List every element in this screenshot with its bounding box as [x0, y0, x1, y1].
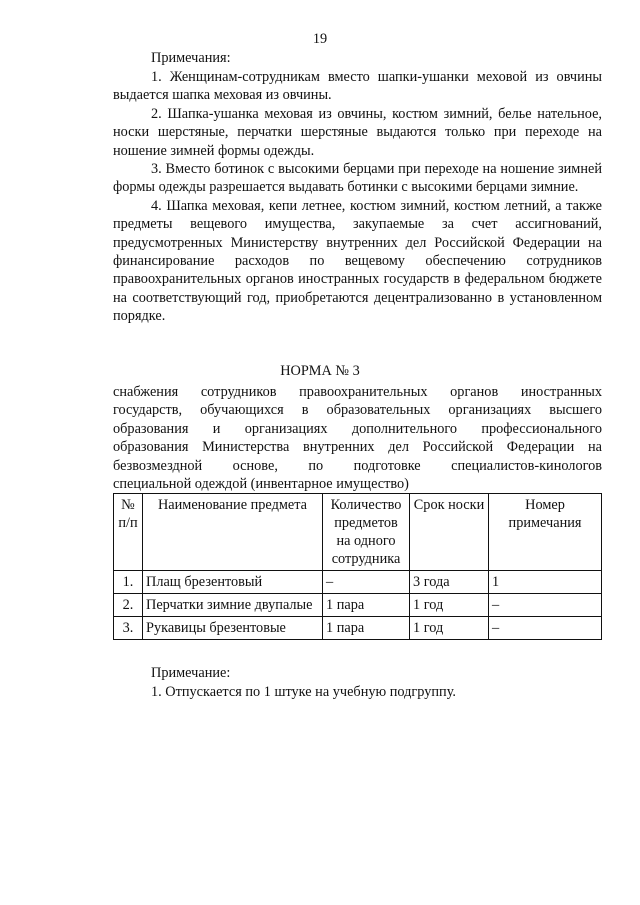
row-number: 1.	[114, 571, 143, 594]
table-row	[114, 617, 602, 640]
note-item: 4. Шапка меховая, кепи летнее, костюм зимний, костюм летний, а также предметы вещевого имущества, закупаемые за счет ассигнований, предусмотренных Министерству внутренних дел Российской Федерации на финансирование расходов по вещевому обеспечению сотрудников правоохранительных органов иностранных государств в федеральном бюджете на соответствующий год, приобретаются децентрализованно в установленном порядке.	[113, 197, 602, 325]
header-number: № п/п	[114, 494, 143, 571]
row-number: 2.	[114, 594, 143, 617]
row-quantity: –	[323, 571, 410, 594]
row-wear-period: 3 года	[410, 571, 489, 594]
norm-description	[113, 383, 602, 493]
row-quantity: 1 пара	[323, 594, 410, 617]
note-item: 2. Шапка-ушанка меховая из овчины, костюм зимний, белье нательное, носки шерстяные, перчатки шерстяные выдаются только при переходе на ношение зимней формы одежды.	[113, 105, 602, 159]
table-row	[114, 571, 602, 594]
norm-description-line: снабжения сотрудников правоохранительных органов иностранных	[113, 384, 602, 400]
norm-table	[113, 493, 602, 640]
note-item: 3. Вместо ботинок с высокими берцами при переходе на ношение зимней формы одежды разрешается выдавать ботинки с высокими берцами зимние.	[113, 161, 602, 196]
norm-description-line: специальной одеждой (инвентарное имущество)	[113, 476, 409, 493]
row-wear-period: 1 год	[410, 594, 489, 617]
row-note-number: –	[489, 617, 602, 640]
header-item-name: Наименование предмета	[143, 494, 323, 571]
norm-description-line: безвозмездной основе, по подготовке специалистов-кинологов	[113, 457, 602, 474]
row-item-name: Плащ брезентовый	[143, 571, 323, 594]
footnote-heading: Примечание:	[151, 665, 231, 681]
row-note-number: 1	[489, 571, 602, 594]
footnote-text: 1. Отпускается по 1 штуке на учебную подгруппу.	[151, 684, 456, 700]
header-quantity: Количество предметов на одного сотрудника	[323, 494, 410, 571]
page-number: 19	[312, 31, 328, 47]
table-header-row	[114, 494, 602, 571]
norm-description-line: государств, обучающихся в образовательных организациях высшего	[113, 402, 602, 419]
notes-heading: Примечания:	[151, 50, 231, 66]
header-note-number: Номер примечания	[489, 494, 602, 571]
norm-title: НОРМА № 3	[280, 363, 360, 379]
norm-description-line: образования Министерства внутренних дел Российской Федерации на	[113, 439, 602, 456]
row-wear-period: 1 год	[410, 617, 489, 640]
header-wear-period: Срок носки	[410, 494, 489, 571]
row-number: 3.	[114, 617, 143, 640]
row-quantity: 1 пара	[323, 617, 410, 640]
row-note-number: –	[489, 594, 602, 617]
norm-description-line: образования и организациях дополнительного профессионального	[113, 420, 602, 437]
row-item-name: Рукавицы брезентовые	[143, 617, 323, 640]
note-item: 1. Женщинам-сотрудникам вместо шапки-ушанки меховой из овчины выдается шапка меховая из овчины.	[113, 69, 602, 104]
table-row	[114, 594, 602, 617]
notes-list	[113, 68, 602, 326]
row-item-name: Перчатки зимние двупалые	[143, 594, 323, 617]
